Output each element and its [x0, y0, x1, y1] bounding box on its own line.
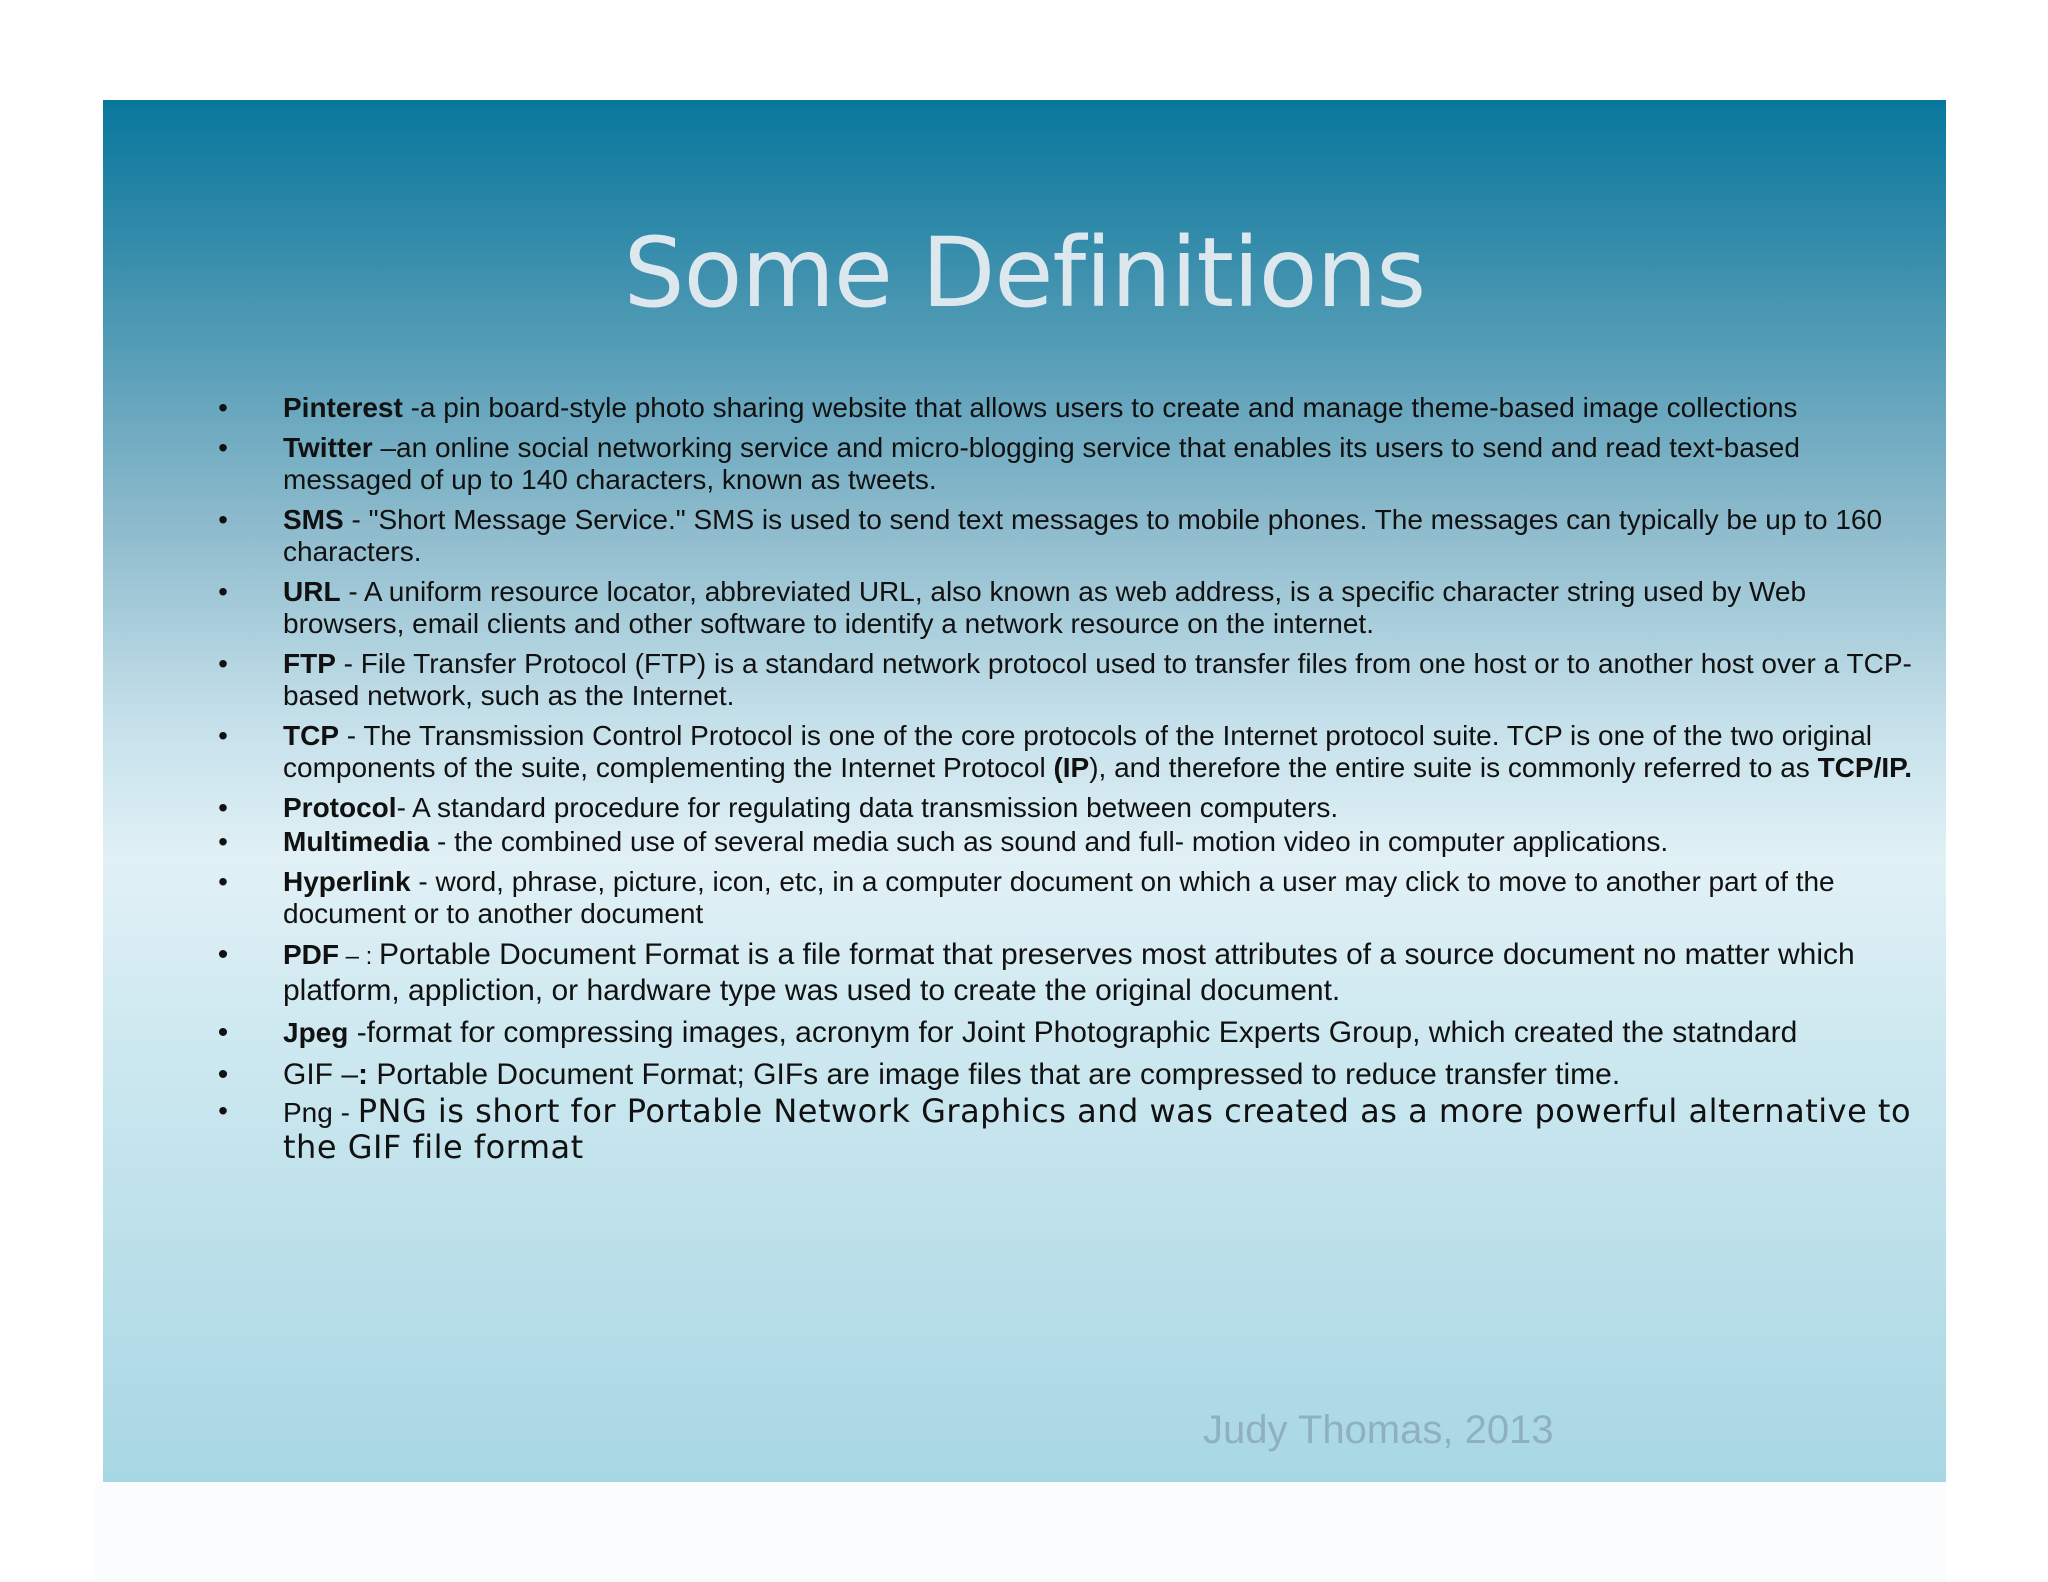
- bullet-icon: •: [218, 432, 228, 463]
- bullet-icon: •: [217, 938, 229, 971]
- definition-text: - A uniform resource locator, abbreviated URL, also known as web address, is a specific character string used by Web browsers, email clients and other software to identify a network resource on the internet.: [283, 576, 1807, 639]
- bullet-icon: •: [217, 1058, 229, 1091]
- definition-text: - The Transmission Control Protocol is one of the core protocols of the Internet protocol suite. TCP is one of the two original components of the suite, complementing the Internet Protocol: [283, 720, 1873, 783]
- bullet-icon: •: [218, 504, 228, 535]
- slide: [103, 100, 1946, 1482]
- definition-lead: – :: [339, 943, 380, 970]
- definition-item-protocol: [213, 792, 1933, 824]
- term: Protocol: [283, 792, 397, 823]
- definition-item-jpeg: [213, 1016, 1933, 1050]
- definition-item-png: [213, 1094, 1933, 1166]
- bullet-icon: •: [218, 648, 228, 679]
- bullet-icon: •: [218, 576, 228, 607]
- bullet-icon: •: [218, 792, 228, 823]
- term: Twitter: [283, 432, 373, 463]
- definition-text: - "Short Message Service." SMS is used to send text messages to mobile phones. The messages can typically be up to 160 characters.: [283, 504, 1883, 567]
- term: URL: [283, 576, 341, 607]
- page-bottom-margin: [95, 1482, 1946, 1582]
- definition-text: - File Transfer Protocol (FTP) is a standard network protocol used to transfer files from one host or to another host over a TCP-based network, such as the Internet.: [283, 648, 1912, 711]
- definition-text: - A standard procedure for regulating data transmission between computers.: [396, 792, 1339, 823]
- bullet-icon: •: [218, 826, 228, 857]
- bullet-icon: •: [218, 866, 228, 897]
- slide-title: Some Definitions: [623, 217, 1426, 329]
- term: Hyperlink: [283, 866, 411, 897]
- term-tcp-ip: TCP/IP.: [1817, 752, 1912, 783]
- term: SMS: [283, 504, 344, 535]
- definition-item-sms: [213, 504, 1933, 568]
- term: Jpeg: [283, 1017, 349, 1048]
- definition-text: –an online social networking service and micro-blogging service that enables its users to send and read text-based messaged of up to 140 characters, known as tweets.: [283, 432, 1800, 495]
- definition-text: - the combined use of several media such as sound and full- motion video in computer applications.: [429, 826, 1669, 857]
- definition-item-twitter: [213, 432, 1933, 496]
- term: FTP: [283, 648, 336, 679]
- definition-text: -a pin board-style photo sharing website that allows users to create and manage theme-based image collections: [402, 392, 1798, 423]
- bullet-icon: •: [218, 1095, 228, 1126]
- definition-text: Portable Document Format; GIFs are image files that are compressed to reduce transfer time.: [368, 1058, 1621, 1091]
- definition-item-url: [213, 576, 1933, 640]
- term: GIF –: [283, 1058, 359, 1091]
- bullet-icon: •: [218, 392, 228, 423]
- term: TCP: [283, 720, 339, 751]
- definition-item-hyperlink: [213, 866, 1933, 930]
- definition-item-multimedia: [213, 826, 1933, 858]
- term: Multimedia: [283, 826, 430, 857]
- definition-text: ), and therefore the entire suite is commonly referred to as: [1089, 752, 1818, 783]
- definition-item-pdf: [213, 938, 1933, 1008]
- term: Png -: [283, 1097, 358, 1128]
- definition-text: PNG is short for Portable Network Graphics and was created as a more powerful alternative to the GIF file format: [283, 1092, 1912, 1166]
- definition-item-tcp: [213, 720, 1933, 784]
- bullet-icon: •: [218, 720, 228, 751]
- term: Pinterest: [283, 392, 403, 423]
- term: PDF: [283, 939, 339, 970]
- definition-item-ftp: [213, 648, 1933, 712]
- term-colon: :: [358, 1058, 369, 1091]
- definition-item-pinterest: [213, 392, 1933, 424]
- definition-text: -format for compressing images, acronym for Joint Photographic Experts Group, which created the statndard: [348, 1016, 1798, 1049]
- term-ip: (IP: [1053, 752, 1090, 783]
- author-credit: Judy Thomas, 2013: [1203, 1408, 1554, 1452]
- definition-text: Portable Document Format is a file format that preserves most attributes of a source document no matter which platform, appliction, or hardware type was used to create the original document.: [283, 938, 1855, 1007]
- bullet-icon: •: [217, 1016, 229, 1049]
- definition-item-gif: [213, 1058, 1933, 1092]
- definitions-list: [213, 392, 1933, 1174]
- definition-text: - word, phrase, picture, icon, etc, in a computer document on which a user may click to move to another part of the document or to another document: [283, 866, 1835, 929]
